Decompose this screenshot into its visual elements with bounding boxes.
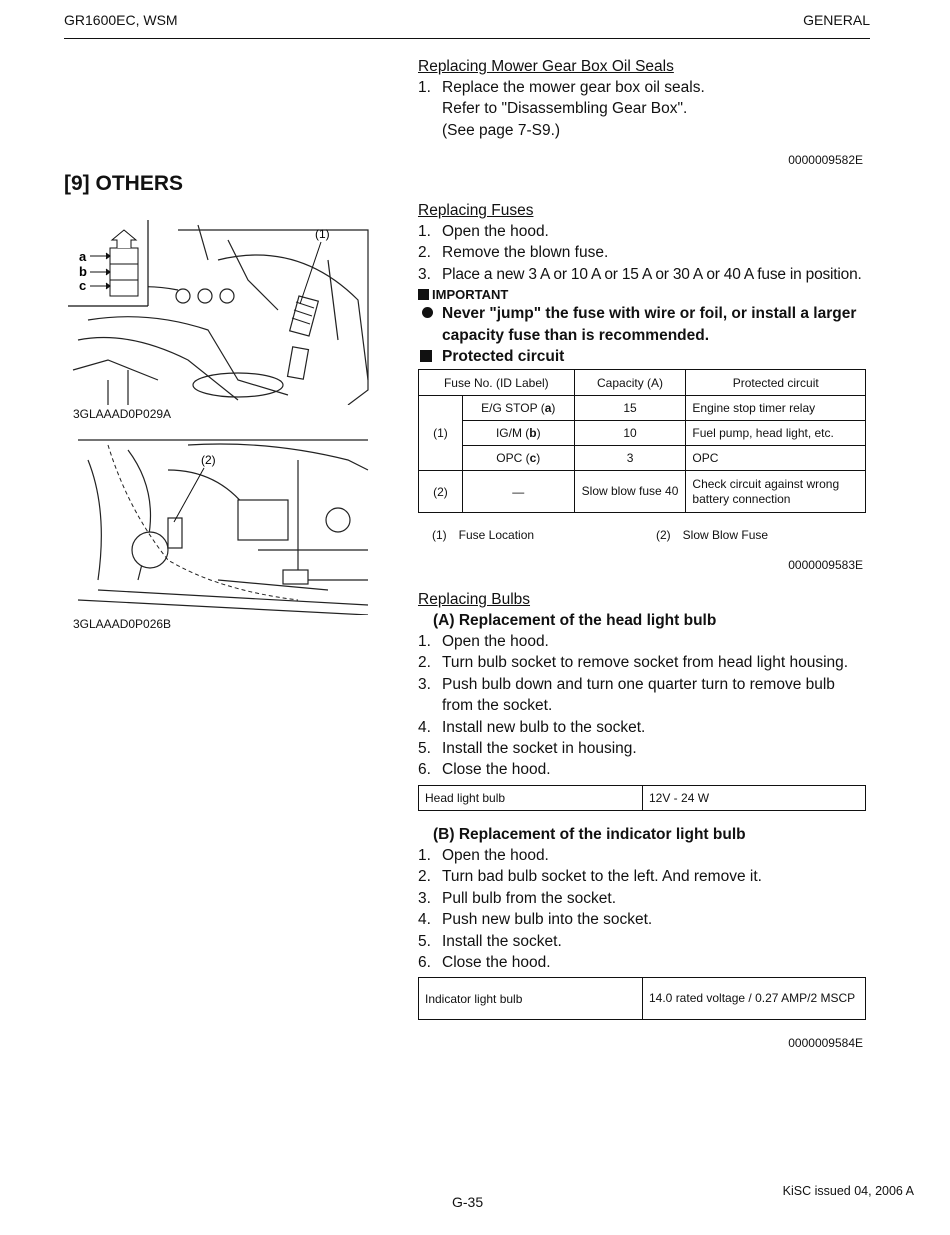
table-row xyxy=(419,421,866,446)
step-text xyxy=(442,77,870,141)
indicator-step: 4. Push new bulb into the socket. xyxy=(418,911,653,929)
fuse-capacity: 15 xyxy=(574,396,686,421)
figure1-callout: (1) xyxy=(315,227,330,241)
spec-label: Head light bulb xyxy=(419,786,643,811)
fuse-name: IG/M (b) xyxy=(462,421,574,446)
fuse-circuit: OPC xyxy=(686,446,866,471)
spec-label: Indicator light bulb xyxy=(419,978,643,1020)
figure1-caption: 3GLAAAD0P029A xyxy=(73,407,172,421)
indicator-spec-table xyxy=(418,977,866,1020)
fuse-location-figure xyxy=(68,220,372,405)
table-row xyxy=(419,471,866,513)
fuse-label-c: c xyxy=(79,278,87,293)
issue-note: KiSC issued 04, 2006 A xyxy=(782,1184,914,1198)
slow-blow-fuse-figure xyxy=(68,430,372,615)
fuse-step xyxy=(418,242,870,263)
oil-seals-title: Replacing Mower Gear Box Oil Seals xyxy=(418,58,674,75)
header-left: GR1600EC, WSM xyxy=(64,12,178,28)
bulbs-section xyxy=(418,589,870,781)
page-number: G-35 xyxy=(452,1194,484,1210)
fuse-name: E/G STOP (a) xyxy=(462,396,574,421)
indicator-step: 3. Pull bulb from the socket. xyxy=(418,889,617,907)
fuse-name: — xyxy=(462,471,574,513)
step-number: 2. xyxy=(418,244,431,262)
spec-value: 14.0 rated voltage / 0.27 AMP/2 MSCP xyxy=(643,978,866,1020)
spec-value: 12V - 24 W xyxy=(643,786,866,811)
figure2-callout: (2) xyxy=(201,453,216,467)
figure2-caption: 3GLAAAD0P026B xyxy=(73,617,172,631)
fuse-warning xyxy=(418,303,870,346)
fuse-group-number: (1) xyxy=(419,396,463,471)
header-right: GENERAL xyxy=(803,12,870,28)
fuse-capacity: Slow blow fuse 40 xyxy=(574,471,686,513)
square-bullet-icon xyxy=(420,350,432,362)
indicator-step: 2. Turn bad bulb socket to the left. And remove it. xyxy=(418,868,762,886)
indicator-subtitle: (B) Replacement of the indicator light bulb xyxy=(433,826,746,843)
step-text: Remove the blown fuse. xyxy=(442,244,609,262)
section-title: [9] OTHERS xyxy=(64,172,184,195)
indicator-step: 5. Install the socket. xyxy=(418,932,562,950)
protected-circuit-heading xyxy=(418,346,870,368)
header-rule xyxy=(64,38,870,39)
head-step: 1. Open the hood. xyxy=(418,633,549,650)
fuses-section xyxy=(418,200,870,368)
oil-seals-code: 0000009582E xyxy=(788,153,863,167)
step-number: 1. xyxy=(418,223,431,240)
fuse-table xyxy=(418,369,866,513)
fuse-capacity: 10 xyxy=(574,421,686,446)
fuses-code: 0000009583E xyxy=(788,558,863,572)
fuse-name: OPC (c) xyxy=(462,446,574,471)
step-number: 3. xyxy=(418,265,431,283)
bulbs-code: 0000009584E xyxy=(788,1036,863,1050)
oil-seals-step xyxy=(418,77,870,141)
square-bullet-icon xyxy=(418,289,429,300)
protected-label: Protected circuit xyxy=(442,348,565,366)
legend-text: Fuse Location xyxy=(458,528,535,542)
fuse-step xyxy=(418,221,870,242)
legend-text: Slow Blow Fuse xyxy=(682,528,769,542)
fuse-label-a: a xyxy=(79,249,87,264)
table-header: Capacity (A) xyxy=(574,370,686,396)
warning-text: Never "jump" the fuse with wire or foil, or install a larger capacity fuse than is recommended. xyxy=(442,305,857,344)
important-heading xyxy=(418,286,870,303)
bullet-dot-icon xyxy=(418,303,442,346)
fuse-circuit: Fuel pump, head light, etc. xyxy=(686,421,866,446)
head-light-spec-table xyxy=(418,785,866,811)
head-step: 6. Close the hood. xyxy=(418,761,551,779)
legend-item xyxy=(656,528,768,542)
fuse-circuit: Engine stop timer relay xyxy=(686,396,866,421)
legend-number: (2) xyxy=(656,528,671,542)
fuse-circuit: Check circuit against wrong battery connection xyxy=(686,471,866,513)
fuse-capacity: 3 xyxy=(574,446,686,471)
fuse-group-number: (2) xyxy=(419,471,463,513)
head-step: 2. Turn bulb socket to remove socket from head light housing. xyxy=(418,654,849,672)
step-line: Replace the mower gear box oil seals. xyxy=(442,79,705,96)
fuse-step xyxy=(418,264,870,285)
important-label: IMPORTANT xyxy=(432,287,509,303)
indicator-section xyxy=(418,824,870,973)
head-light-subtitle: (A) Replacement of the head light bulb xyxy=(433,612,717,629)
legend-item xyxy=(432,528,534,542)
head-step: 5. Install the socket in housing. xyxy=(418,740,637,758)
step-text: Place a new 3 A or 10 A or 15 A or 30 A or 40 A fuse in position. xyxy=(442,265,862,283)
legend-number: (1) xyxy=(432,528,447,542)
step-number: 1. xyxy=(418,79,431,96)
table-header: Fuse No. (ID Label) xyxy=(419,370,575,396)
step-text: Open the hood. xyxy=(442,223,549,240)
bulbs-title: Replacing Bulbs xyxy=(418,591,531,608)
fuse-label-b: b xyxy=(79,264,87,279)
head-step: 4. Install new bulb to the socket. xyxy=(418,718,646,736)
step-line: (See page 7-S9.) xyxy=(442,121,561,139)
fuses-title: Replacing Fuses xyxy=(418,202,534,219)
indicator-step: 6. Close the hood. xyxy=(418,954,551,972)
table-row xyxy=(419,446,866,471)
table-row xyxy=(419,396,866,421)
head-step: 3. Push bulb down and turn one quarter turn to remove bulb from the socket. xyxy=(418,675,835,715)
table-header: Protected circuit xyxy=(686,370,866,396)
step-line: Refer to "Disassembling Gear Box". xyxy=(442,100,688,118)
oil-seals-section xyxy=(418,56,870,141)
indicator-step: 1. Open the hood. xyxy=(418,847,549,864)
